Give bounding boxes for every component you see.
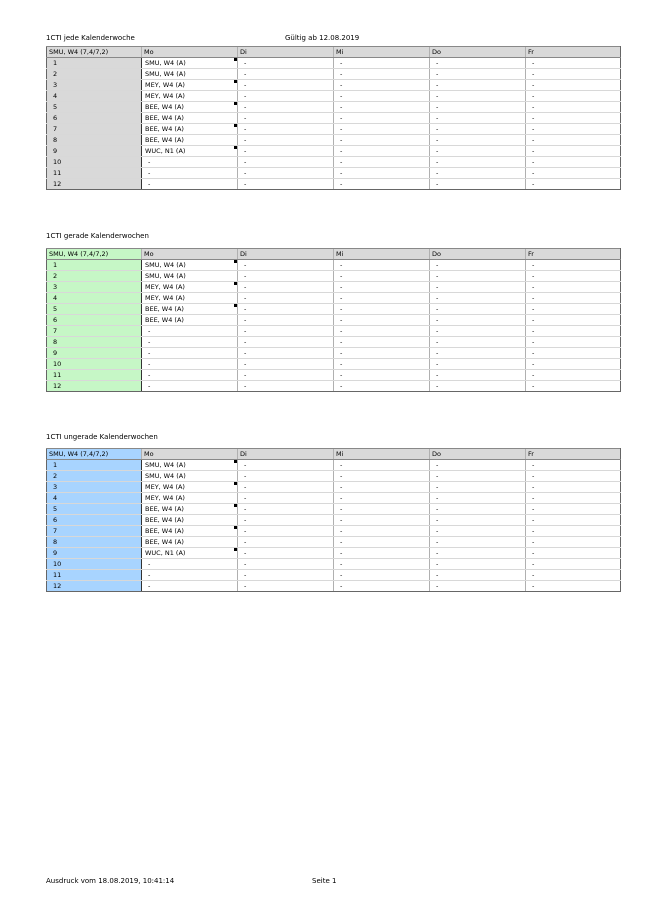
lesson-cell-fr: -	[526, 359, 621, 370]
lesson-cell-fr: -	[526, 526, 621, 537]
lesson-cell-do: -	[430, 581, 526, 592]
table-row	[47, 179, 621, 190]
table-row	[47, 271, 621, 282]
lesson-cell-mo: WUC, N1 (A)	[142, 146, 238, 157]
lesson-cell-mo: BEE, W4 (A)	[142, 315, 238, 326]
lesson-cell-mo: BEE, W4 (A)	[142, 515, 238, 526]
period-number-cell: 12	[47, 581, 142, 592]
lesson-cell-do: -	[430, 135, 526, 146]
lesson-cell-fr: -	[526, 69, 621, 80]
lesson-cell-di: -	[238, 471, 334, 482]
lesson-cell-mi: -	[334, 113, 430, 124]
lesson-cell-mo: MEY, W4 (A)	[142, 80, 238, 91]
lesson-cell-fr: -	[526, 381, 621, 392]
period-number-cell: 1	[47, 460, 142, 471]
lesson-cell-do: -	[430, 69, 526, 80]
lesson-cell-mi: -	[334, 58, 430, 69]
lesson-cell-di: -	[238, 359, 334, 370]
lesson-cell-mo: -	[142, 326, 238, 337]
lesson-cell-mi: -	[334, 381, 430, 392]
lesson-cell-mi: -	[334, 168, 430, 179]
lesson-cell-do: -	[430, 548, 526, 559]
lesson-cell-mo: WUC, N1 (A)	[142, 548, 238, 559]
table-row	[47, 504, 621, 515]
teacher-header-cell: SMU, W4 (7,4/7,2)	[47, 249, 142, 260]
lesson-cell-mo: MEY, W4 (A)	[142, 282, 238, 293]
lesson-cell-do: -	[430, 526, 526, 537]
table-row	[47, 537, 621, 548]
lesson-cell-mo: SMU, W4 (A)	[142, 260, 238, 271]
day-header-cell: Do	[430, 47, 526, 58]
table-row	[47, 91, 621, 102]
day-header-cell: Mo	[142, 47, 238, 58]
lesson-cell-mi: -	[334, 515, 430, 526]
lesson-cell-fr: -	[526, 304, 621, 315]
table-row	[47, 370, 621, 381]
timetable-ungerade-kalenderwochen	[46, 448, 621, 592]
day-header-cell: Do	[430, 449, 526, 460]
section-title-1: 1CTI jede Kalenderwoche	[46, 34, 135, 42]
day-header-cell: Fr	[526, 449, 621, 460]
table-row	[47, 304, 621, 315]
table-row	[47, 460, 621, 471]
table-row	[47, 58, 621, 69]
lesson-cell-mi: -	[334, 80, 430, 91]
lesson-cell-di: -	[238, 124, 334, 135]
lesson-cell-di: -	[238, 570, 334, 581]
lesson-cell-do: -	[430, 58, 526, 69]
period-number-cell: 2	[47, 69, 142, 80]
table-row	[47, 348, 621, 359]
lesson-cell-mi: -	[334, 102, 430, 113]
period-number-cell: 4	[47, 493, 142, 504]
lesson-cell-mi: -	[334, 359, 430, 370]
period-number-cell: 11	[47, 570, 142, 581]
lesson-cell-mi: -	[334, 135, 430, 146]
period-number-cell: 4	[47, 293, 142, 304]
lesson-cell-mo: SMU, W4 (A)	[142, 460, 238, 471]
period-number-cell: 5	[47, 102, 142, 113]
lesson-cell-do: -	[430, 168, 526, 179]
period-number-cell: 12	[47, 381, 142, 392]
lesson-cell-di: -	[238, 80, 334, 91]
lesson-cell-fr: -	[526, 168, 621, 179]
lesson-cell-mi: -	[334, 69, 430, 80]
day-header-cell: Di	[238, 449, 334, 460]
table-row	[47, 471, 621, 482]
lesson-cell-mo: -	[142, 157, 238, 168]
table-row	[47, 282, 621, 293]
lesson-cell-do: -	[430, 179, 526, 190]
lesson-cell-do: -	[430, 315, 526, 326]
lesson-cell-di: -	[238, 370, 334, 381]
lesson-cell-mo: MEY, W4 (A)	[142, 293, 238, 304]
lesson-cell-do: -	[430, 282, 526, 293]
table-row	[47, 146, 621, 157]
period-number-cell: 4	[47, 91, 142, 102]
lesson-cell-di: -	[238, 315, 334, 326]
table-row	[47, 80, 621, 91]
lesson-cell-fr: -	[526, 293, 621, 304]
lesson-cell-do: -	[430, 515, 526, 526]
table-row	[47, 293, 621, 304]
lesson-cell-mi: -	[334, 570, 430, 581]
lesson-cell-mo: BEE, W4 (A)	[142, 526, 238, 537]
lesson-cell-di: -	[238, 460, 334, 471]
lesson-cell-fr: -	[526, 326, 621, 337]
lesson-cell-do: -	[430, 271, 526, 282]
lesson-cell-do: -	[430, 91, 526, 102]
period-number-cell: 6	[47, 515, 142, 526]
lesson-cell-mo: BEE, W4 (A)	[142, 304, 238, 315]
header-row	[47, 449, 621, 460]
table-row	[47, 493, 621, 504]
table-row	[47, 260, 621, 271]
lesson-cell-mo: -	[142, 337, 238, 348]
lesson-cell-mo: -	[142, 570, 238, 581]
lesson-cell-mo: -	[142, 359, 238, 370]
valid-from-label: Gültig ab 12.08.2019	[285, 34, 360, 42]
lesson-cell-di: -	[238, 146, 334, 157]
table-row	[47, 570, 621, 581]
table-row	[47, 337, 621, 348]
lesson-cell-fr: -	[526, 460, 621, 471]
lesson-cell-fr: -	[526, 113, 621, 124]
lesson-cell-mo: BEE, W4 (A)	[142, 113, 238, 124]
lesson-cell-fr: -	[526, 370, 621, 381]
lesson-cell-mi: -	[334, 370, 430, 381]
lesson-cell-fr: -	[526, 282, 621, 293]
lesson-cell-mi: -	[334, 293, 430, 304]
lesson-cell-mi: -	[334, 146, 430, 157]
lesson-cell-mi: -	[334, 337, 430, 348]
page-number: Seite 1	[312, 877, 337, 885]
period-number-cell: 5	[47, 304, 142, 315]
lesson-cell-mi: -	[334, 526, 430, 537]
lesson-cell-mo: BEE, W4 (A)	[142, 537, 238, 548]
lesson-cell-do: -	[430, 504, 526, 515]
period-number-cell: 7	[47, 326, 142, 337]
lesson-cell-mo: SMU, W4 (A)	[142, 471, 238, 482]
lesson-cell-mo: MEY, W4 (A)	[142, 91, 238, 102]
lesson-cell-di: -	[238, 337, 334, 348]
table-row	[47, 559, 621, 570]
lesson-cell-mi: -	[334, 157, 430, 168]
lesson-cell-do: -	[430, 359, 526, 370]
lesson-cell-fr: -	[526, 559, 621, 570]
lesson-cell-di: -	[238, 515, 334, 526]
period-number-cell: 10	[47, 157, 142, 168]
lesson-cell-di: -	[238, 168, 334, 179]
lesson-cell-do: -	[430, 559, 526, 570]
lesson-cell-mi: -	[334, 124, 430, 135]
table-row	[47, 548, 621, 559]
lesson-cell-mi: -	[334, 91, 430, 102]
teacher-header-cell: SMU, W4 (7,4/7,2)	[47, 47, 142, 58]
lesson-cell-mo: MEY, W4 (A)	[142, 493, 238, 504]
lesson-cell-mi: -	[334, 179, 430, 190]
lesson-cell-mo: BEE, W4 (A)	[142, 504, 238, 515]
period-number-cell: 3	[47, 80, 142, 91]
lesson-cell-do: -	[430, 471, 526, 482]
lesson-cell-fr: -	[526, 570, 621, 581]
lesson-cell-fr: -	[526, 471, 621, 482]
lesson-cell-fr: -	[526, 482, 621, 493]
lesson-cell-fr: -	[526, 315, 621, 326]
lesson-cell-mi: -	[334, 348, 430, 359]
lesson-cell-di: -	[238, 157, 334, 168]
lesson-cell-di: -	[238, 58, 334, 69]
lesson-cell-fr: -	[526, 102, 621, 113]
teacher-header-cell: SMU, W4 (7,4/7,2)	[47, 449, 142, 460]
lesson-cell-mi: -	[334, 471, 430, 482]
lesson-cell-mi: -	[334, 315, 430, 326]
table-row	[47, 515, 621, 526]
lesson-cell-mo: SMU, W4 (A)	[142, 271, 238, 282]
lesson-cell-do: -	[430, 304, 526, 315]
lesson-cell-mo: -	[142, 179, 238, 190]
lesson-cell-di: -	[238, 293, 334, 304]
period-number-cell: 2	[47, 271, 142, 282]
lesson-cell-di: -	[238, 548, 334, 559]
lesson-cell-fr: -	[526, 548, 621, 559]
lesson-cell-fr: -	[526, 91, 621, 102]
lesson-cell-di: -	[238, 102, 334, 113]
lesson-cell-mo: MEY, W4 (A)	[142, 482, 238, 493]
lesson-cell-fr: -	[526, 337, 621, 348]
lesson-cell-fr: -	[526, 179, 621, 190]
lesson-cell-do: -	[430, 370, 526, 381]
day-header-cell: Mo	[142, 449, 238, 460]
lesson-cell-di: -	[238, 69, 334, 80]
lesson-cell-fr: -	[526, 58, 621, 69]
lesson-cell-do: -	[430, 460, 526, 471]
lesson-cell-mo: BEE, W4 (A)	[142, 135, 238, 146]
lesson-cell-mi: -	[334, 326, 430, 337]
lesson-cell-mo: -	[142, 168, 238, 179]
lesson-cell-mi: -	[334, 271, 430, 282]
table-row	[47, 381, 621, 392]
timetable-jede-kalenderwoche	[46, 46, 621, 190]
lesson-cell-fr: -	[526, 260, 621, 271]
day-header-cell: Do	[430, 249, 526, 260]
lesson-cell-fr: -	[526, 537, 621, 548]
period-number-cell: 11	[47, 168, 142, 179]
lesson-cell-mo: -	[142, 559, 238, 570]
lesson-cell-fr: -	[526, 124, 621, 135]
lesson-cell-di: -	[238, 260, 334, 271]
lesson-cell-mo: SMU, W4 (A)	[142, 58, 238, 69]
header-row	[47, 47, 621, 58]
lesson-cell-fr: -	[526, 80, 621, 91]
lesson-cell-mo: -	[142, 370, 238, 381]
lesson-cell-mi: -	[334, 537, 430, 548]
lesson-cell-do: -	[430, 260, 526, 271]
lesson-cell-mo: -	[142, 381, 238, 392]
table-row	[47, 135, 621, 146]
lesson-cell-do: -	[430, 80, 526, 91]
period-number-cell: 6	[47, 113, 142, 124]
timetable-gerade-kalenderwochen	[46, 248, 621, 392]
period-number-cell: 12	[47, 179, 142, 190]
table-row	[47, 526, 621, 537]
lesson-cell-do: -	[430, 348, 526, 359]
lesson-cell-do: -	[430, 113, 526, 124]
lesson-cell-di: -	[238, 91, 334, 102]
lesson-cell-di: -	[238, 304, 334, 315]
table-row	[47, 113, 621, 124]
lesson-cell-di: -	[238, 493, 334, 504]
lesson-cell-do: -	[430, 337, 526, 348]
lesson-cell-do: -	[430, 381, 526, 392]
lesson-cell-do: -	[430, 293, 526, 304]
lesson-cell-fr: -	[526, 504, 621, 515]
day-header-cell: Fr	[526, 47, 621, 58]
day-header-cell: Di	[238, 249, 334, 260]
lesson-cell-mo: BEE, W4 (A)	[142, 102, 238, 113]
lesson-cell-mi: -	[334, 482, 430, 493]
lesson-cell-mi: -	[334, 460, 430, 471]
table-row	[47, 168, 621, 179]
day-header-cell: Di	[238, 47, 334, 58]
lesson-cell-fr: -	[526, 157, 621, 168]
period-number-cell: 8	[47, 135, 142, 146]
section-title-2: 1CTI gerade Kalenderwochen	[46, 232, 149, 240]
lesson-cell-di: -	[238, 559, 334, 570]
lesson-cell-do: -	[430, 124, 526, 135]
table-row	[47, 326, 621, 337]
period-number-cell: 2	[47, 471, 142, 482]
period-number-cell: 1	[47, 58, 142, 69]
lesson-cell-mi: -	[334, 581, 430, 592]
period-number-cell: 7	[47, 124, 142, 135]
table-row	[47, 124, 621, 135]
period-number-cell: 9	[47, 348, 142, 359]
lesson-cell-mo: -	[142, 348, 238, 359]
lesson-cell-do: -	[430, 570, 526, 581]
table-row	[47, 102, 621, 113]
lesson-cell-do: -	[430, 146, 526, 157]
lesson-cell-do: -	[430, 482, 526, 493]
lesson-cell-di: -	[238, 504, 334, 515]
lesson-cell-mi: -	[334, 493, 430, 504]
header-row	[47, 249, 621, 260]
lesson-cell-di: -	[238, 526, 334, 537]
lesson-cell-mi: -	[334, 548, 430, 559]
period-number-cell: 6	[47, 315, 142, 326]
lesson-cell-fr: -	[526, 348, 621, 359]
lesson-cell-mi: -	[334, 260, 430, 271]
lesson-cell-di: -	[238, 348, 334, 359]
table-row	[47, 315, 621, 326]
period-number-cell: 8	[47, 337, 142, 348]
day-header-cell: Fr	[526, 249, 621, 260]
lesson-cell-di: -	[238, 135, 334, 146]
period-number-cell: 9	[47, 548, 142, 559]
lesson-cell-di: -	[238, 179, 334, 190]
lesson-cell-fr: -	[526, 493, 621, 504]
table-row	[47, 581, 621, 592]
print-timestamp: Ausdruck vom 18.08.2019, 10:41:14	[46, 877, 175, 885]
period-number-cell: 7	[47, 526, 142, 537]
lesson-cell-mi: -	[334, 304, 430, 315]
lesson-cell-di: -	[238, 537, 334, 548]
lesson-cell-di: -	[238, 581, 334, 592]
table-row	[47, 157, 621, 168]
day-header-cell: Mi	[334, 249, 430, 260]
day-header-cell: Mo	[142, 249, 238, 260]
section-title-3: 1CTI ungerade Kalenderwochen	[46, 433, 158, 441]
table-row	[47, 69, 621, 80]
lesson-cell-fr: -	[526, 135, 621, 146]
period-number-cell: 3	[47, 482, 142, 493]
day-header-cell: Mi	[334, 47, 430, 58]
period-number-cell: 9	[47, 146, 142, 157]
day-header-cell: Mi	[334, 449, 430, 460]
table-row	[47, 359, 621, 370]
lesson-cell-fr: -	[526, 515, 621, 526]
period-number-cell: 3	[47, 282, 142, 293]
lesson-cell-mi: -	[334, 504, 430, 515]
period-number-cell: 8	[47, 537, 142, 548]
period-number-cell: 1	[47, 260, 142, 271]
lesson-cell-do: -	[430, 102, 526, 113]
lesson-cell-fr: -	[526, 581, 621, 592]
lesson-cell-di: -	[238, 282, 334, 293]
lesson-cell-do: -	[430, 157, 526, 168]
lesson-cell-mo: -	[142, 581, 238, 592]
period-number-cell: 11	[47, 370, 142, 381]
period-number-cell: 5	[47, 504, 142, 515]
lesson-cell-mi: -	[334, 559, 430, 570]
lesson-cell-di: -	[238, 482, 334, 493]
lesson-cell-do: -	[430, 326, 526, 337]
lesson-cell-mi: -	[334, 282, 430, 293]
lesson-cell-mo: BEE, W4 (A)	[142, 124, 238, 135]
lesson-cell-do: -	[430, 537, 526, 548]
lesson-cell-do: -	[430, 493, 526, 504]
lesson-cell-di: -	[238, 271, 334, 282]
lesson-cell-di: -	[238, 113, 334, 124]
lesson-cell-di: -	[238, 326, 334, 337]
period-number-cell: 10	[47, 359, 142, 370]
lesson-cell-mo: SMU, W4 (A)	[142, 69, 238, 80]
lesson-cell-fr: -	[526, 271, 621, 282]
lesson-cell-di: -	[238, 381, 334, 392]
table-row	[47, 482, 621, 493]
period-number-cell: 10	[47, 559, 142, 570]
lesson-cell-fr: -	[526, 146, 621, 157]
